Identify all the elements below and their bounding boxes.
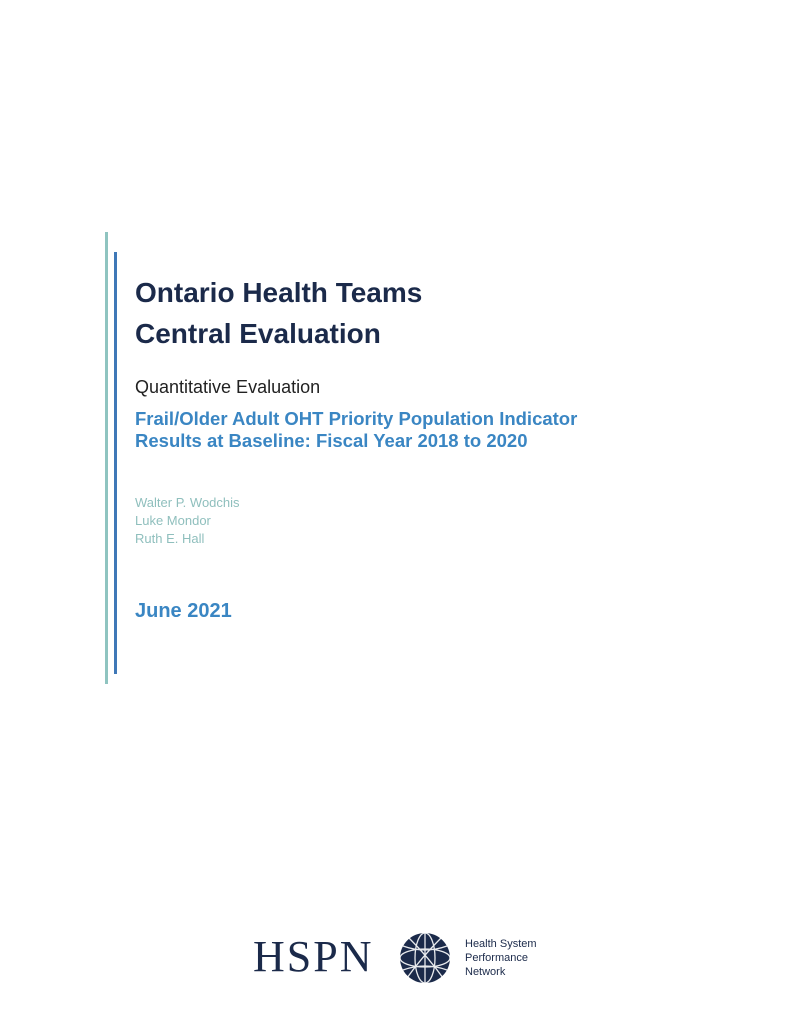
globe-icon xyxy=(399,932,451,984)
logo-wordmark: HSPN xyxy=(253,932,374,981)
report-title-line-1: Frail/Older Adult OHT Priority Population Indicator xyxy=(135,408,578,429)
publication-date: June 2021 xyxy=(135,600,232,622)
hspn-logo xyxy=(253,930,553,984)
author-name: Luke Mondor xyxy=(135,513,211,528)
logo-text xyxy=(465,937,537,979)
report-title-line-2: Results at Baseline: Fiscal Year 2018 to 2020 xyxy=(135,430,528,451)
author-list xyxy=(135,494,240,548)
title-line-1: Ontario Health Teams xyxy=(135,277,423,308)
accent-bar-outer xyxy=(105,232,108,684)
logo-text-line: Performance xyxy=(465,952,528,964)
document-subtitle: Quantitative Evaluation xyxy=(135,377,321,397)
accent-bar-inner xyxy=(114,252,117,674)
author-name: Ruth E. Hall xyxy=(135,531,205,546)
report-title xyxy=(135,408,577,452)
document-title xyxy=(135,272,422,354)
title-line-2: Central Evaluation xyxy=(135,318,381,349)
author-name: Walter P. Wodchis xyxy=(135,495,240,510)
logo-text-line: Health System xyxy=(465,938,537,950)
logo-text-line: Network xyxy=(465,966,506,978)
